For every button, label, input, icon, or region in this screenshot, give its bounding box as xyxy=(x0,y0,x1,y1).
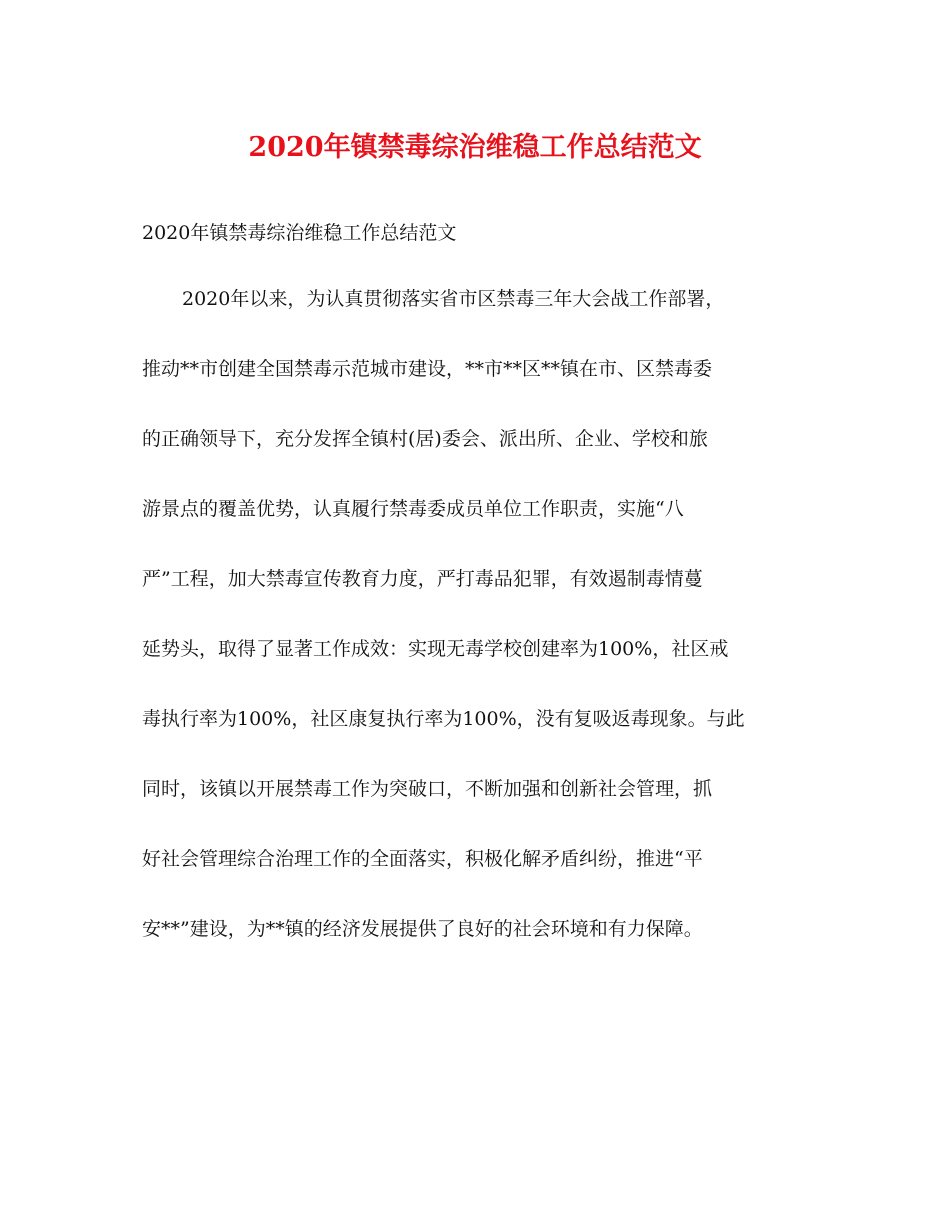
body-line: 同时，该镇以开展禁毒工作为突破口，不断加强和创新社会管理，抓 xyxy=(142,778,713,800)
body-line: 好社会管理综合治理工作的全面落实，积极化解矛盾纠纷，推进“平 xyxy=(142,848,703,870)
body-line: 游景点的覆盖优势，认真履行禁毒委成员单位工作职责，实施“八 xyxy=(142,498,684,520)
body-line: 安**”建设，为**镇的经济发展提供了良好的社会环境和有力保障。 xyxy=(142,918,703,940)
body-line: 推动**市创建全国禁毒示范城市建设，**市**区**镇在市、区禁毒委 xyxy=(142,358,713,380)
document-title: 2020年镇禁毒综治维稳工作总结范文 xyxy=(248,132,702,163)
body-line: 毒执行率为100%，社区康复执行率为100%，没有复吸返毒现象。与此 xyxy=(142,708,745,730)
document-body xyxy=(142,284,814,984)
document-subtitle: 2020年镇禁毒综治维稳工作总结范文 xyxy=(142,222,457,244)
body-line: 的正确领导下，充分发挥全镇村(居)委会、派出所、企业、学校和旅 xyxy=(142,428,708,450)
body-line: 延势头，取得了显著工作成效：实现无毒学校创建率为100%，社区戒 xyxy=(142,638,729,660)
body-line: 2020年以来，为认真贯彻落实省市区禁毒三年大会战工作部署， xyxy=(182,288,725,310)
body-line: 严”工程，加大禁毒宣传教育力度，严打毒品犯罪，有效遏制毒情蔓 xyxy=(142,568,703,590)
